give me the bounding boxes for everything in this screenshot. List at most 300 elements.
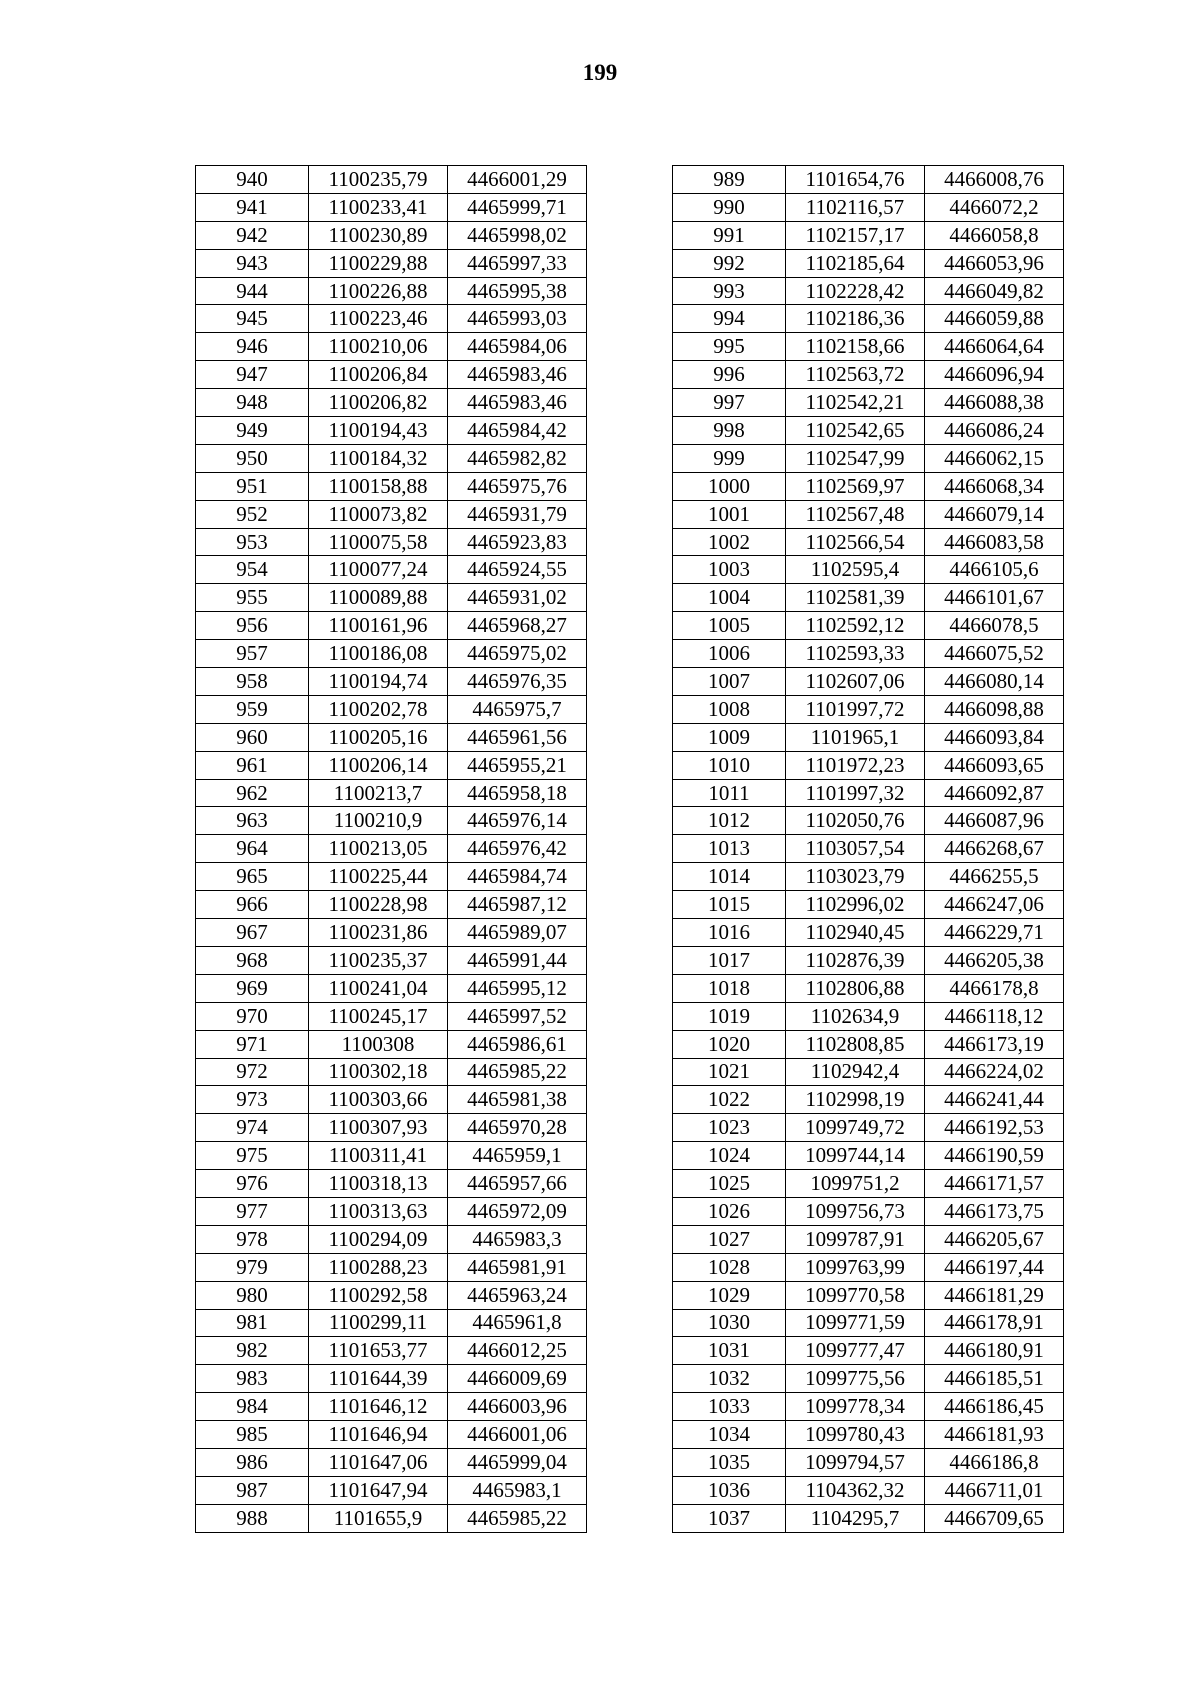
point-number-cell: 1030 [673,1309,786,1337]
table-row [196,166,587,194]
point-number-cell: 1015 [673,891,786,919]
y-coordinate-cell: 4465984,74 [448,863,587,891]
y-coordinate-cell: 4466180,91 [925,1337,1064,1365]
y-coordinate-cell: 4466247,06 [925,891,1064,919]
y-coordinate-cell: 4466012,25 [448,1337,587,1365]
x-coordinate-cell: 1100302,18 [309,1058,448,1086]
y-coordinate-cell: 4465995,12 [448,974,587,1002]
table-row [673,361,1064,389]
table-row [196,193,587,221]
y-coordinate-cell: 4465961,56 [448,723,587,751]
x-coordinate-cell: 1100235,79 [309,166,448,194]
point-number-cell: 1005 [673,612,786,640]
point-number-cell: 980 [196,1281,309,1309]
table-row [673,1142,1064,1170]
y-coordinate-cell: 4465975,7 [448,695,587,723]
y-coordinate-cell: 4465993,03 [448,305,587,333]
x-coordinate-cell: 1101655,9 [309,1504,448,1532]
y-coordinate-cell: 4466008,76 [925,166,1064,194]
y-coordinate-cell: 4465987,12 [448,891,587,919]
x-coordinate-cell: 1099787,91 [786,1225,925,1253]
x-coordinate-cell: 1102607,06 [786,668,925,696]
x-coordinate-cell: 1099749,72 [786,1114,925,1142]
x-coordinate-cell: 1099763,99 [786,1253,925,1281]
y-coordinate-cell: 4465970,28 [448,1114,587,1142]
y-coordinate-cell: 4465981,91 [448,1253,587,1281]
y-coordinate-cell: 4466105,6 [925,556,1064,584]
point-number-cell: 1009 [673,723,786,751]
table-row [673,668,1064,696]
table-row [673,1365,1064,1393]
y-coordinate-cell: 4466049,82 [925,277,1064,305]
y-coordinate-cell: 4466197,44 [925,1253,1064,1281]
table-row [673,1421,1064,1449]
x-coordinate-cell: 1099794,57 [786,1448,925,1476]
y-coordinate-cell: 4465972,09 [448,1197,587,1225]
x-coordinate-cell: 1102942,4 [786,1058,925,1086]
point-number-cell: 986 [196,1448,309,1476]
point-number-cell: 942 [196,221,309,249]
point-number-cell: 994 [673,305,786,333]
x-coordinate-cell: 1102542,65 [786,417,925,445]
x-coordinate-cell: 1100210,9 [309,807,448,835]
x-coordinate-cell: 1102808,85 [786,1030,925,1058]
point-number-cell: 1007 [673,668,786,696]
x-coordinate-cell: 1102186,36 [786,305,925,333]
point-number-cell: 992 [673,249,786,277]
point-number-cell: 997 [673,389,786,417]
point-number-cell: 974 [196,1114,309,1142]
x-coordinate-cell: 1100241,04 [309,974,448,1002]
table-row [196,1086,587,1114]
y-coordinate-cell: 4466062,15 [925,444,1064,472]
point-number-cell: 996 [673,361,786,389]
point-number-cell: 1020 [673,1030,786,1058]
point-number-cell: 982 [196,1337,309,1365]
x-coordinate-cell: 1100158,88 [309,472,448,500]
y-coordinate-cell: 4465983,46 [448,389,587,417]
x-coordinate-cell: 1104295,7 [786,1504,925,1532]
point-number-cell: 1036 [673,1476,786,1504]
y-coordinate-cell: 4465963,24 [448,1281,587,1309]
table-row [673,166,1064,194]
y-coordinate-cell: 4465995,38 [448,277,587,305]
point-number-cell: 1026 [673,1197,786,1225]
table-row [196,444,587,472]
y-coordinate-cell: 4466192,53 [925,1114,1064,1142]
y-coordinate-cell: 4465975,76 [448,472,587,500]
table-row [196,779,587,807]
table-row [196,361,587,389]
table-row [196,1309,587,1337]
x-coordinate-cell: 1101997,32 [786,779,925,807]
table-row [673,221,1064,249]
y-coordinate-cell: 4466001,29 [448,166,587,194]
point-number-cell: 985 [196,1421,309,1449]
x-coordinate-cell: 1100205,16 [309,723,448,751]
point-number-cell: 956 [196,612,309,640]
x-coordinate-cell: 1100294,09 [309,1225,448,1253]
point-number-cell: 952 [196,500,309,528]
table-row [673,640,1064,668]
point-number-cell: 967 [196,919,309,947]
x-coordinate-cell: 1101972,23 [786,751,925,779]
x-coordinate-cell: 1101647,06 [309,1448,448,1476]
table-row [673,1504,1064,1532]
y-coordinate-cell: 4466178,91 [925,1309,1064,1337]
y-coordinate-cell: 4466086,24 [925,417,1064,445]
point-number-cell: 1023 [673,1114,786,1142]
x-coordinate-cell: 1102996,02 [786,891,925,919]
x-coordinate-cell: 1100228,98 [309,891,448,919]
table-row [673,1225,1064,1253]
table-row [196,528,587,556]
page-number: 199 [582,60,618,85]
point-number-cell: 950 [196,444,309,472]
y-coordinate-cell: 4465983,1 [448,1476,587,1504]
point-number-cell: 1013 [673,835,786,863]
x-coordinate-cell: 1099770,58 [786,1281,925,1309]
point-number-cell: 988 [196,1504,309,1532]
x-coordinate-cell: 1101646,94 [309,1421,448,1449]
table-row [673,333,1064,361]
x-coordinate-cell: 1102569,97 [786,472,925,500]
y-coordinate-cell: 4465989,07 [448,919,587,947]
x-coordinate-cell: 1100194,43 [309,417,448,445]
x-coordinate-cell: 1102228,42 [786,277,925,305]
point-number-cell: 943 [196,249,309,277]
x-coordinate-cell: 1100233,41 [309,193,448,221]
y-coordinate-cell: 4466087,96 [925,807,1064,835]
point-number-cell: 1021 [673,1058,786,1086]
point-number-cell: 999 [673,444,786,472]
x-coordinate-cell: 1100077,24 [309,556,448,584]
table-row [673,835,1064,863]
y-coordinate-cell: 4465981,38 [448,1086,587,1114]
x-coordinate-cell: 1100206,82 [309,389,448,417]
y-coordinate-cell: 4466078,5 [925,612,1064,640]
x-coordinate-cell: 1100161,96 [309,612,448,640]
table-row [673,612,1064,640]
x-coordinate-cell: 1102567,48 [786,500,925,528]
point-number-cell: 1001 [673,500,786,528]
x-coordinate-cell: 1099778,34 [786,1393,925,1421]
point-number-cell: 1003 [673,556,786,584]
point-number-cell: 989 [673,166,786,194]
point-number-cell: 958 [196,668,309,696]
x-coordinate-cell: 1102566,54 [786,528,925,556]
table-row [196,1197,587,1225]
table-row [196,863,587,891]
y-coordinate-cell: 4465976,14 [448,807,587,835]
point-number-cell: 1035 [673,1448,786,1476]
table-row [673,807,1064,835]
table-row [673,1170,1064,1198]
x-coordinate-cell: 1101644,39 [309,1365,448,1393]
table-row [196,305,587,333]
y-coordinate-cell: 4465999,71 [448,193,587,221]
point-number-cell: 1010 [673,751,786,779]
x-coordinate-cell: 1102050,76 [786,807,925,835]
point-number-cell: 947 [196,361,309,389]
x-coordinate-cell: 1100231,86 [309,919,448,947]
table-row [196,249,587,277]
y-coordinate-cell: 4466224,02 [925,1058,1064,1086]
y-coordinate-cell: 4465961,8 [448,1309,587,1337]
x-coordinate-cell: 1102547,99 [786,444,925,472]
table-row [673,389,1064,417]
table-row [673,305,1064,333]
point-number-cell: 978 [196,1225,309,1253]
point-number-cell: 1019 [673,1002,786,1030]
x-coordinate-cell: 1100186,08 [309,640,448,668]
table-row [673,1281,1064,1309]
table-row [196,472,587,500]
x-coordinate-cell: 1102595,4 [786,556,925,584]
point-number-cell: 1000 [673,472,786,500]
x-coordinate-cell: 1102940,45 [786,919,925,947]
table-row [673,500,1064,528]
y-coordinate-cell: 4466068,34 [925,472,1064,500]
y-coordinate-cell: 4465986,61 [448,1030,587,1058]
table-row [673,919,1064,947]
point-number-cell: 1025 [673,1170,786,1198]
point-number-cell: 976 [196,1170,309,1198]
point-number-cell: 957 [196,640,309,668]
table-row [673,584,1064,612]
x-coordinate-cell: 1100206,84 [309,361,448,389]
table-row [196,1114,587,1142]
table-row [673,1002,1064,1030]
point-number-cell: 1029 [673,1281,786,1309]
point-number-cell: 964 [196,835,309,863]
table-row [196,1281,587,1309]
y-coordinate-cell: 4466098,88 [925,695,1064,723]
x-coordinate-cell: 1104362,32 [786,1476,925,1504]
y-coordinate-cell: 4466173,19 [925,1030,1064,1058]
table-row [196,1337,587,1365]
point-number-cell: 1034 [673,1421,786,1449]
point-number-cell: 959 [196,695,309,723]
table-row [196,1504,587,1532]
x-coordinate-cell: 1100303,66 [309,1086,448,1114]
y-coordinate-cell: 4466255,5 [925,863,1064,891]
point-number-cell: 1017 [673,946,786,974]
point-number-cell: 979 [196,1253,309,1281]
table-row [673,695,1064,723]
y-coordinate-cell: 4466186,45 [925,1393,1064,1421]
point-number-cell: 946 [196,333,309,361]
y-coordinate-cell: 4466181,29 [925,1281,1064,1309]
x-coordinate-cell: 1102157,17 [786,221,925,249]
y-coordinate-cell: 4465984,06 [448,333,587,361]
point-number-cell: 960 [196,723,309,751]
point-number-cell: 970 [196,1002,309,1030]
x-coordinate-cell: 1101654,76 [786,166,925,194]
table-row [673,779,1064,807]
table-row [673,1448,1064,1476]
point-number-cell: 1008 [673,695,786,723]
x-coordinate-cell: 1100226,88 [309,277,448,305]
table-row [196,640,587,668]
table-row [196,1170,587,1198]
table-row [673,723,1064,751]
table-row [673,974,1064,1002]
y-coordinate-cell: 4466053,96 [925,249,1064,277]
point-number-cell: 948 [196,389,309,417]
point-number-cell: 990 [673,193,786,221]
point-number-cell: 1012 [673,807,786,835]
x-coordinate-cell: 1100230,89 [309,221,448,249]
table-row [196,1142,587,1170]
y-coordinate-cell: 4465991,44 [448,946,587,974]
y-coordinate-cell: 4466079,14 [925,500,1064,528]
point-number-cell: 1022 [673,1086,786,1114]
y-coordinate-cell: 4466083,58 [925,528,1064,556]
y-coordinate-cell: 4466003,96 [448,1393,587,1421]
y-coordinate-cell: 4466186,8 [925,1448,1064,1476]
x-coordinate-cell: 1100210,06 [309,333,448,361]
point-number-cell: 968 [196,946,309,974]
table-row [196,333,587,361]
table-row [196,835,587,863]
point-number-cell: 940 [196,166,309,194]
point-number-cell: 977 [196,1197,309,1225]
y-coordinate-cell: 4465999,04 [448,1448,587,1476]
x-coordinate-cell: 1102806,88 [786,974,925,1002]
table-row [196,1393,587,1421]
table-row [196,1448,587,1476]
point-number-cell: 1033 [673,1393,786,1421]
y-coordinate-cell: 4466075,52 [925,640,1064,668]
x-coordinate-cell: 1099771,59 [786,1309,925,1337]
point-number-cell: 1032 [673,1365,786,1393]
table-row [673,891,1064,919]
x-coordinate-cell: 1099780,43 [786,1421,925,1449]
table-row [673,417,1064,445]
x-coordinate-cell: 1100308 [309,1030,448,1058]
y-coordinate-cell: 4465958,18 [448,779,587,807]
x-coordinate-cell: 1099751,2 [786,1170,925,1198]
x-coordinate-cell: 1100307,93 [309,1114,448,1142]
y-coordinate-cell: 4465983,46 [448,361,587,389]
point-number-cell: 981 [196,1309,309,1337]
table-row [196,389,587,417]
point-number-cell: 951 [196,472,309,500]
y-coordinate-cell: 4466059,88 [925,305,1064,333]
x-coordinate-cell: 1102593,33 [786,640,925,668]
y-coordinate-cell: 4466268,67 [925,835,1064,863]
point-number-cell: 1024 [673,1142,786,1170]
y-coordinate-cell: 4465998,02 [448,221,587,249]
table-row [196,1225,587,1253]
x-coordinate-cell: 1100089,88 [309,584,448,612]
y-coordinate-cell: 4466205,38 [925,946,1064,974]
point-number-cell: 971 [196,1030,309,1058]
y-coordinate-cell: 4466080,14 [925,668,1064,696]
y-coordinate-cell: 4466205,67 [925,1225,1064,1253]
table-row [196,974,587,1002]
table-row [673,556,1064,584]
table-row [673,1253,1064,1281]
table-row [196,919,587,947]
x-coordinate-cell: 1100313,63 [309,1197,448,1225]
table-row [196,584,587,612]
x-coordinate-cell: 1103057,54 [786,835,925,863]
table-row [196,1421,587,1449]
y-coordinate-cell: 4466096,94 [925,361,1064,389]
x-coordinate-cell: 1100299,11 [309,1309,448,1337]
y-coordinate-cell: 4465985,22 [448,1504,587,1532]
table-row [673,1309,1064,1337]
x-coordinate-cell: 1099744,14 [786,1142,925,1170]
x-coordinate-cell: 1102158,66 [786,333,925,361]
x-coordinate-cell: 1101647,94 [309,1476,448,1504]
table-row [196,1058,587,1086]
table-row [673,946,1064,974]
y-coordinate-cell: 4465955,21 [448,751,587,779]
x-coordinate-cell: 1102116,57 [786,193,925,221]
y-coordinate-cell: 4466181,93 [925,1421,1064,1449]
table-row [673,528,1064,556]
table-row [673,1114,1064,1142]
point-number-cell: 1037 [673,1504,786,1532]
y-coordinate-cell: 4465957,66 [448,1170,587,1198]
table-row [673,863,1064,891]
y-coordinate-cell: 4465976,35 [448,668,587,696]
table-row [673,1030,1064,1058]
y-coordinate-cell: 4466058,8 [925,221,1064,249]
y-coordinate-cell: 4466173,75 [925,1197,1064,1225]
y-coordinate-cell: 4466709,65 [925,1504,1064,1532]
table-row [196,500,587,528]
point-number-cell: 944 [196,277,309,305]
x-coordinate-cell: 1100235,37 [309,946,448,974]
x-coordinate-cell: 1099775,56 [786,1365,925,1393]
y-coordinate-cell: 4465985,22 [448,1058,587,1086]
table-row [196,1030,587,1058]
y-coordinate-cell: 4465982,82 [448,444,587,472]
x-coordinate-cell: 1102185,64 [786,249,925,277]
point-number-cell: 953 [196,528,309,556]
table-row [196,221,587,249]
table-row [196,695,587,723]
x-coordinate-cell: 1100288,23 [309,1253,448,1281]
point-number-cell: 1016 [673,919,786,947]
point-number-cell: 1027 [673,1225,786,1253]
point-number-cell: 1002 [673,528,786,556]
table-row [673,472,1064,500]
x-coordinate-cell: 1101997,72 [786,695,925,723]
y-coordinate-cell: 4465931,79 [448,500,587,528]
y-coordinate-cell: 4466190,59 [925,1142,1064,1170]
point-number-cell: 1006 [673,640,786,668]
table-row [196,1002,587,1030]
x-coordinate-cell: 1100213,05 [309,835,448,863]
y-coordinate-cell: 4465975,02 [448,640,587,668]
point-number-cell: 1018 [673,974,786,1002]
point-number-cell: 1004 [673,584,786,612]
y-coordinate-cell: 4466229,71 [925,919,1064,947]
y-coordinate-cell: 4465923,83 [448,528,587,556]
y-coordinate-cell: 4466072,2 [925,193,1064,221]
point-number-cell: 993 [673,277,786,305]
point-number-cell: 987 [196,1476,309,1504]
point-number-cell: 972 [196,1058,309,1086]
y-coordinate-cell: 4466118,12 [925,1002,1064,1030]
point-number-cell: 975 [196,1142,309,1170]
point-number-cell: 1011 [673,779,786,807]
